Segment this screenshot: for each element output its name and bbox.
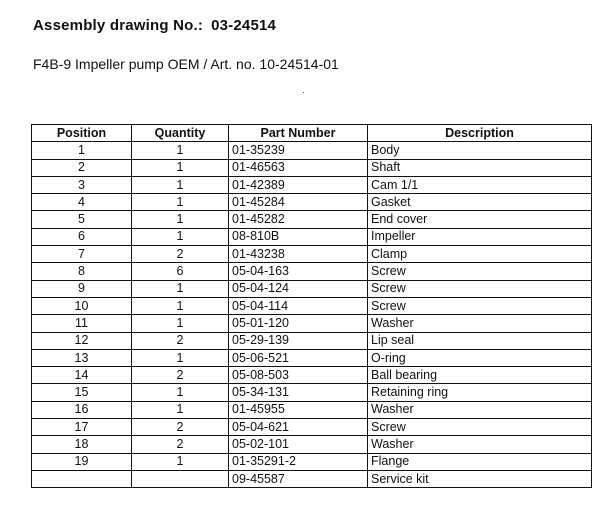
- table-row: [32, 142, 592, 159]
- cell-part-number: 05-34-131: [229, 384, 368, 401]
- cell-quantity: 2: [132, 419, 229, 436]
- cell-part-number: 01-42389: [229, 176, 368, 193]
- title-label: Assembly drawing No.:: [33, 17, 204, 34]
- cell-part-number: 09-45587: [229, 470, 368, 487]
- cell-quantity: 1: [132, 228, 229, 245]
- table-row: [32, 194, 592, 211]
- cell-position: 6: [32, 228, 132, 245]
- table-row: [32, 246, 592, 263]
- cell-part-number: 01-35239: [229, 142, 368, 159]
- cell-quantity: 2: [132, 436, 229, 453]
- cell-position: 8: [32, 263, 132, 280]
- cell-position: 7: [32, 246, 132, 263]
- cell-quantity: 1: [132, 453, 229, 470]
- table-row: [32, 436, 592, 453]
- table-row: [32, 228, 592, 245]
- cell-quantity: 1: [132, 280, 229, 297]
- cell-part-number: 01-45284: [229, 194, 368, 211]
- cell-description: Impeller: [368, 228, 592, 245]
- cell-part-number: 05-01-120: [229, 315, 368, 332]
- cell-position: [32, 470, 132, 487]
- cell-description: Gasket: [368, 194, 592, 211]
- cell-quantity: 1: [132, 401, 229, 418]
- table-body: [32, 142, 592, 488]
- table-row: [32, 263, 592, 280]
- cell-part-number: 01-35291-2: [229, 453, 368, 470]
- scan-speck: [303, 92, 304, 93]
- table-row: [32, 367, 592, 384]
- cell-quantity: 1: [132, 194, 229, 211]
- cell-quantity: 1: [132, 211, 229, 228]
- cell-part-number: 05-04-621: [229, 419, 368, 436]
- cell-quantity: 1: [132, 349, 229, 366]
- cell-description: O-ring: [368, 349, 592, 366]
- cell-description: Ball bearing: [368, 367, 592, 384]
- cell-part-number: 05-29-139: [229, 332, 368, 349]
- table-row: [32, 297, 592, 314]
- table-row: [32, 315, 592, 332]
- cell-position: 12: [32, 332, 132, 349]
- table-row: [32, 349, 592, 366]
- cell-position: 16: [32, 401, 132, 418]
- document-subtitle: F4B-9 Impeller pump OEM / Art. no. 10-24514-01: [33, 56, 339, 72]
- cell-description: Retaining ring: [368, 384, 592, 401]
- table-row: [32, 401, 592, 418]
- cell-quantity: 1: [132, 315, 229, 332]
- header-position: Position: [32, 125, 132, 142]
- cell-position: 17: [32, 419, 132, 436]
- cell-part-number: 05-04-124: [229, 280, 368, 297]
- cell-description: Screw: [368, 263, 592, 280]
- header-description: Description: [368, 125, 592, 142]
- cell-quantity: 2: [132, 367, 229, 384]
- header-quantity: Quantity: [132, 125, 229, 142]
- cell-part-number: 01-43238: [229, 246, 368, 263]
- cell-description: Washer: [368, 401, 592, 418]
- cell-quantity: [132, 470, 229, 487]
- cell-description: Screw: [368, 297, 592, 314]
- cell-description: Washer: [368, 436, 592, 453]
- cell-position: 9: [32, 280, 132, 297]
- cell-part-number: 05-04-163: [229, 263, 368, 280]
- cell-position: 11: [32, 315, 132, 332]
- table-row: [32, 176, 592, 193]
- table-row: [32, 470, 592, 487]
- cell-part-number: 05-04-114: [229, 297, 368, 314]
- cell-quantity: 2: [132, 246, 229, 263]
- cell-position: 18: [32, 436, 132, 453]
- cell-quantity: 1: [132, 297, 229, 314]
- document-title: [33, 17, 276, 34]
- cell-quantity: 6: [132, 263, 229, 280]
- table-row: [32, 332, 592, 349]
- cell-quantity: 1: [132, 159, 229, 176]
- cell-description: Washer: [368, 315, 592, 332]
- table-row: [32, 453, 592, 470]
- table-row: [32, 211, 592, 228]
- cell-position: 3: [32, 176, 132, 193]
- table-row: [32, 384, 592, 401]
- table-row: [32, 159, 592, 176]
- cell-position: 19: [32, 453, 132, 470]
- cell-description: Screw: [368, 280, 592, 297]
- cell-position: 4: [32, 194, 132, 211]
- header-part-number: Part Number: [229, 125, 368, 142]
- parts-table: [31, 124, 592, 488]
- cell-position: 15: [32, 384, 132, 401]
- cell-description: Lip seal: [368, 332, 592, 349]
- table-header-row: [32, 125, 592, 142]
- cell-part-number: 08-810B: [229, 228, 368, 245]
- cell-part-number: 05-08-503: [229, 367, 368, 384]
- cell-quantity: 1: [132, 176, 229, 193]
- cell-position: 10: [32, 297, 132, 314]
- cell-quantity: 2: [132, 332, 229, 349]
- cell-part-number: 01-45955: [229, 401, 368, 418]
- cell-position: 1: [32, 142, 132, 159]
- cell-part-number: 01-45282: [229, 211, 368, 228]
- cell-position: 5: [32, 211, 132, 228]
- table-row: [32, 419, 592, 436]
- cell-position: 13: [32, 349, 132, 366]
- cell-description: Clamp: [368, 246, 592, 263]
- cell-position: 2: [32, 159, 132, 176]
- cell-description: Cam 1/1: [368, 176, 592, 193]
- cell-quantity: 1: [132, 142, 229, 159]
- cell-description: Service kit: [368, 470, 592, 487]
- cell-description: Screw: [368, 419, 592, 436]
- cell-description: Flange: [368, 453, 592, 470]
- cell-description: Shaft: [368, 159, 592, 176]
- assembly-number: 03-24514: [211, 17, 277, 34]
- cell-description: End cover: [368, 211, 592, 228]
- cell-part-number: 05-02-101: [229, 436, 368, 453]
- cell-description: Body: [368, 142, 592, 159]
- cell-part-number: 05-06-521: [229, 349, 368, 366]
- cell-position: 14: [32, 367, 132, 384]
- cell-part-number: 01-46563: [229, 159, 368, 176]
- cell-quantity: 1: [132, 384, 229, 401]
- table-row: [32, 280, 592, 297]
